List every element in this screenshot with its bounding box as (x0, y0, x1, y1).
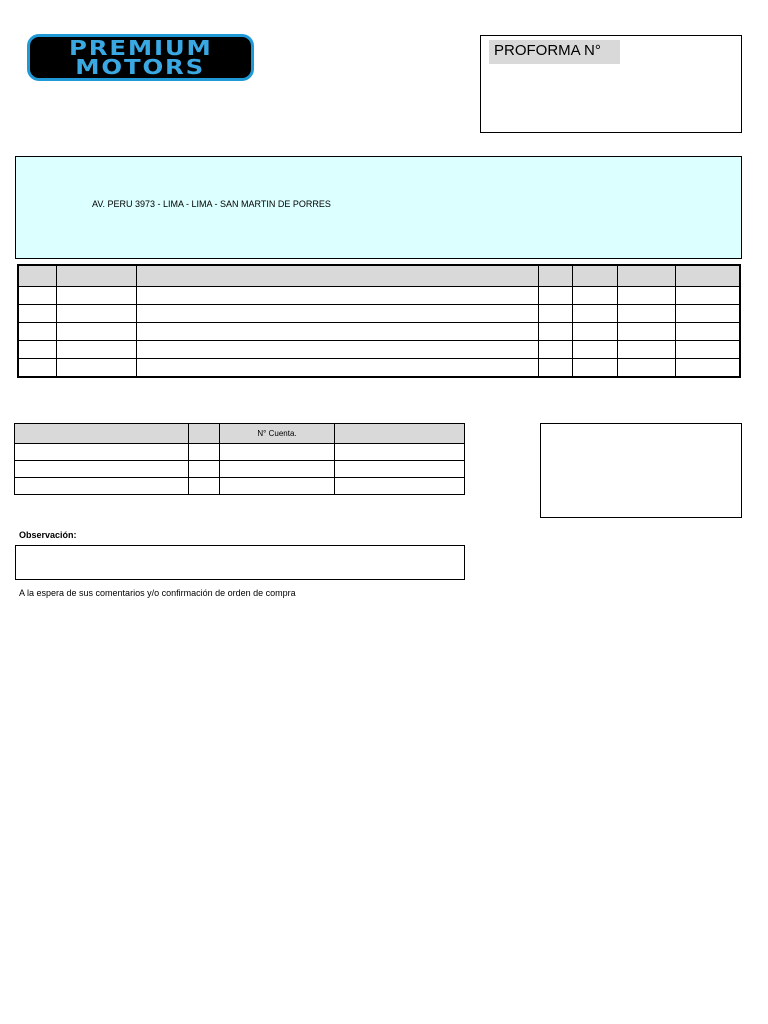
table-row (15, 461, 465, 478)
items-header-cell (57, 265, 137, 287)
table-cell (57, 341, 137, 359)
items-header-cell (137, 265, 539, 287)
table-cell (137, 287, 539, 305)
table-cell (18, 341, 57, 359)
table-cell (675, 305, 740, 323)
address-text: AV. PERU 3973 - LIMA - LIMA - SAN MARTIN DE PORRES (92, 199, 331, 209)
table-cell (15, 461, 189, 478)
table-cell (57, 359, 137, 378)
table-cell (675, 287, 740, 305)
company-logo (27, 34, 254, 81)
table-cell (539, 305, 573, 323)
footer-note: A la espera de sus comentarios y/o confirmación de orden de compra (19, 588, 296, 598)
table-cell (572, 305, 617, 323)
table-cell (617, 287, 675, 305)
table-row (18, 359, 740, 378)
table-cell (15, 444, 189, 461)
table-cell (572, 359, 617, 378)
table-cell (189, 478, 220, 495)
items-header-cell (539, 265, 573, 287)
table-cell (18, 359, 57, 378)
accounts-header-cell (335, 424, 465, 444)
items-header-cell (675, 265, 740, 287)
items-header-cell (572, 265, 617, 287)
table-cell (675, 359, 740, 378)
table-cell (572, 287, 617, 305)
proforma-label: PROFORMA N° (489, 40, 620, 64)
account-number-header: N° Cuenta. (220, 424, 335, 444)
table-cell (539, 323, 573, 341)
table-cell (189, 444, 220, 461)
table-cell (220, 444, 335, 461)
accounts-header-cell (15, 424, 189, 444)
items-header-cell (617, 265, 675, 287)
table-row (15, 444, 465, 461)
logo-line-1: PREMIUM (68, 35, 213, 60)
table-cell (137, 323, 539, 341)
items-table (17, 264, 741, 378)
client-info-box (15, 156, 742, 259)
table-cell (675, 341, 740, 359)
logo-line-2: MOTORS (75, 54, 206, 79)
proforma-box (480, 35, 742, 133)
table-cell (617, 323, 675, 341)
table-cell (539, 287, 573, 305)
table-cell (335, 461, 465, 478)
table-cell (572, 323, 617, 341)
table-row (18, 341, 740, 359)
table-cell (137, 359, 539, 378)
table-cell (335, 478, 465, 495)
table-cell (18, 287, 57, 305)
table-cell (57, 305, 137, 323)
table-cell (189, 461, 220, 478)
table-cell (57, 287, 137, 305)
table-cell (617, 341, 675, 359)
table-cell (220, 478, 335, 495)
table-cell (57, 323, 137, 341)
accounts-header-cell (189, 424, 220, 444)
table-cell (572, 341, 617, 359)
totals-box (540, 423, 742, 518)
table-cell (220, 461, 335, 478)
table-cell (539, 359, 573, 378)
table-cell (539, 341, 573, 359)
table-cell (335, 444, 465, 461)
table-cell (137, 305, 539, 323)
table-cell (137, 341, 539, 359)
bank-accounts-table (14, 423, 465, 495)
table-cell (617, 305, 675, 323)
table-cell (15, 478, 189, 495)
items-header-cell (18, 265, 57, 287)
table-row (18, 323, 740, 341)
table-cell (18, 305, 57, 323)
table-row (18, 287, 740, 305)
table-row (18, 305, 740, 323)
table-cell (617, 359, 675, 378)
accounts-table-header (15, 424, 465, 444)
items-table-header (18, 265, 740, 287)
table-cell (675, 323, 740, 341)
observation-label: Observación: (19, 530, 77, 540)
table-cell (18, 323, 57, 341)
observation-box (15, 545, 465, 580)
table-row (15, 478, 465, 495)
